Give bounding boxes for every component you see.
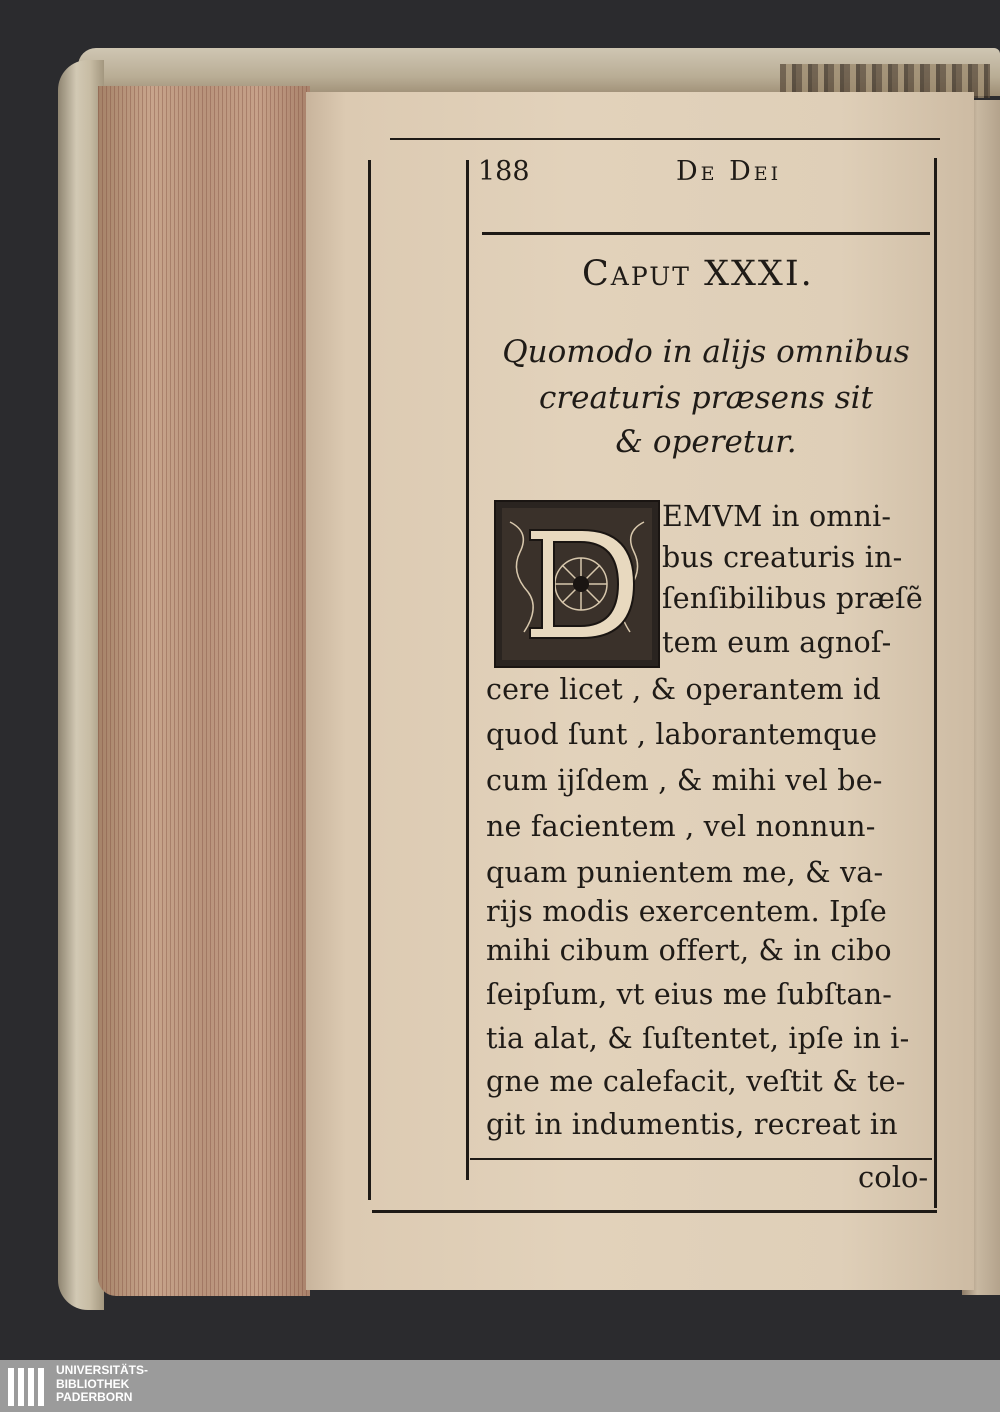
frame-rule-bottom [372, 1210, 937, 1213]
catchword: colo- [858, 1160, 929, 1194]
text-line: mihi cibum offert, & in cibo [486, 934, 892, 967]
text-line: quam punientem me, & va- [486, 856, 884, 889]
library-name [56, 1364, 148, 1405]
page-number: 188 [478, 156, 530, 187]
text-line: ſeipſum, vt eius me ſubſtan- [486, 978, 893, 1011]
frame-rule-left [368, 160, 371, 1200]
chapter-subtitle-line: Quomodo in alijs omnibus [502, 334, 910, 370]
library-name-line: BIBLIOTHEK [56, 1376, 130, 1391]
ornament-icon [496, 502, 658, 666]
library-footer [0, 1360, 1000, 1412]
chapter-subtitle-line: creaturis præsens sit [539, 380, 873, 416]
decorated-initial [494, 500, 660, 668]
frame-rule-top [390, 138, 940, 140]
text-line: tia alat, & ſuſtentet, ipſe in i- [486, 1022, 910, 1055]
text-line: EMVM in omni- [662, 500, 892, 533]
chapter-subtitle-line: & operetur. [615, 424, 797, 460]
page-edges [98, 86, 310, 1296]
running-head: De Dei [676, 156, 782, 187]
text-line: ſenſibilibus præſẽ [662, 582, 923, 615]
text-line: ne facientem , vel nonnun- [486, 810, 876, 843]
text-line: rijs modis exercentem. Ipſe [486, 895, 887, 928]
chapter-heading: Caput XXXI. [582, 254, 814, 294]
library-name-line: PADERBORN [56, 1390, 133, 1404]
text-line: quod ſunt , laborantemque [486, 718, 878, 751]
frame-rule-right [934, 158, 937, 1208]
text-line: cere licet , & operantem id [486, 673, 881, 706]
library-logo-icon [8, 1368, 48, 1406]
header-rule [482, 232, 930, 235]
text-line: bus creaturis in- [662, 541, 903, 574]
text-line: gne me calefacit, veſtit & te- [486, 1065, 906, 1098]
library-name-line: UNIVERSITÄTS- [56, 1363, 149, 1377]
text-line: tem eum agnoſ- [662, 626, 892, 659]
frame-rule-inner [466, 160, 469, 1180]
text-line: cum ijſdem , & mihi vel be- [486, 764, 883, 797]
text-line: git in indumentis, recreat in [486, 1108, 898, 1141]
